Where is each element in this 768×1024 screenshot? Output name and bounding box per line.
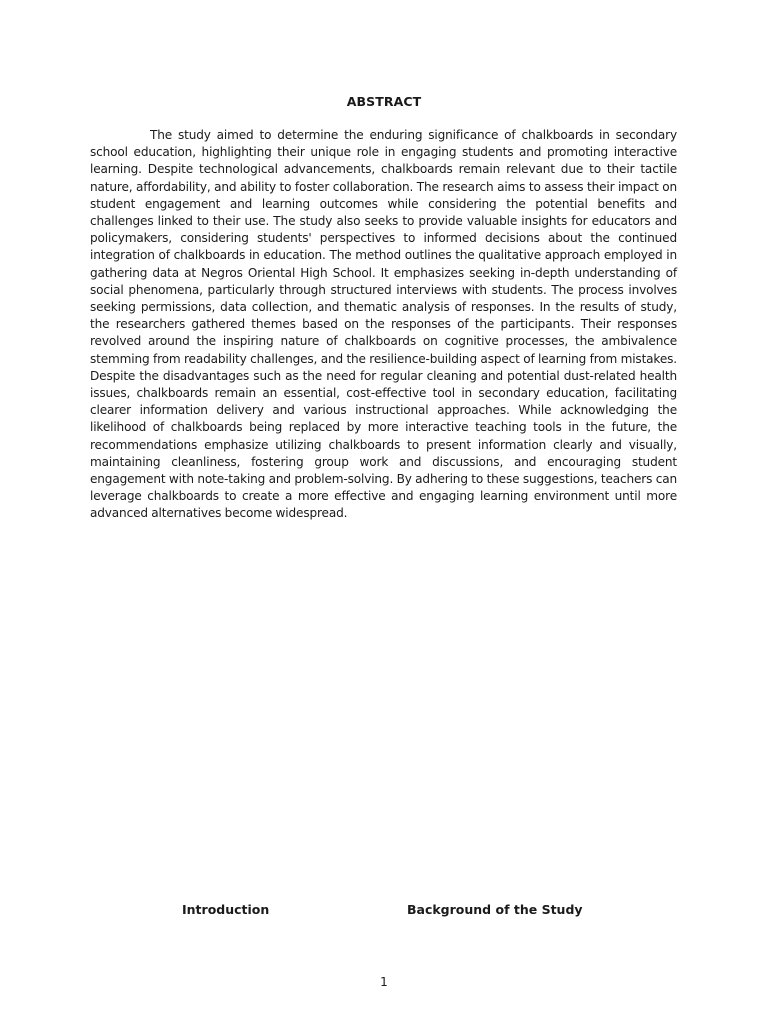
- page-number: 1: [380, 975, 388, 989]
- background-heading: Background of the Study: [407, 902, 583, 917]
- abstract-paragraph: The study aimed to determine the enduring significance of chalkboards in secondary school education, highlighting their unique role in engaging students and promoting interactive learning. Despite technological advancements, chalkboards remain relevant due to their tactile nature, affordability, and ability to foster collaboration. The research aims to assess their impact on student engagement and learning outcomes while considering the potential benefits and challenges linked to their use. The study also seeks to provide valuable insights for educators and policymakers, considering students' perspectives to informed decisions about the continued integration of chalkboards in education. The method outlines the qualitative approach employed in gathering data at Negros Oriental High School. It emphasizes seeking in-depth understanding of social phenomena, particularly through structured interviews with students. The process involves seeking permissions, data collection, and thematic analysis of responses. In the results of study, the researchers gathered themes based on the responses of the participants. Their responses revolved around the inspiring nature of chalkboards on cognitive processes, the ambivalence stemming from readability challenges, and the resilience-building aspect of learning from mistakes. Despite the disadvantages such as the need for regular cleaning and potential dust-related health issues, chalkboards remain an essential, cost-effective tool in secondary education, facilitating clearer information delivery and various instructional approaches. While acknowledging the likelihood of chalkboards being replaced by more interactive teaching tools in the future, the recommendations emphasize utilizing chalkboards to present information clearly and visually, maintaining cleanliness, fostering group work and discussions, and encouraging student engagement with note-taking and problem-solving. By adhering to these suggestions, teachers can leverage chalkboards to create a more effective and engaging learning environment until more advanced alternatives become widespread.: [90, 128, 677, 521]
- abstract-title: ABSTRACT: [346, 94, 422, 109]
- introduction-heading: Introduction: [182, 902, 270, 917]
